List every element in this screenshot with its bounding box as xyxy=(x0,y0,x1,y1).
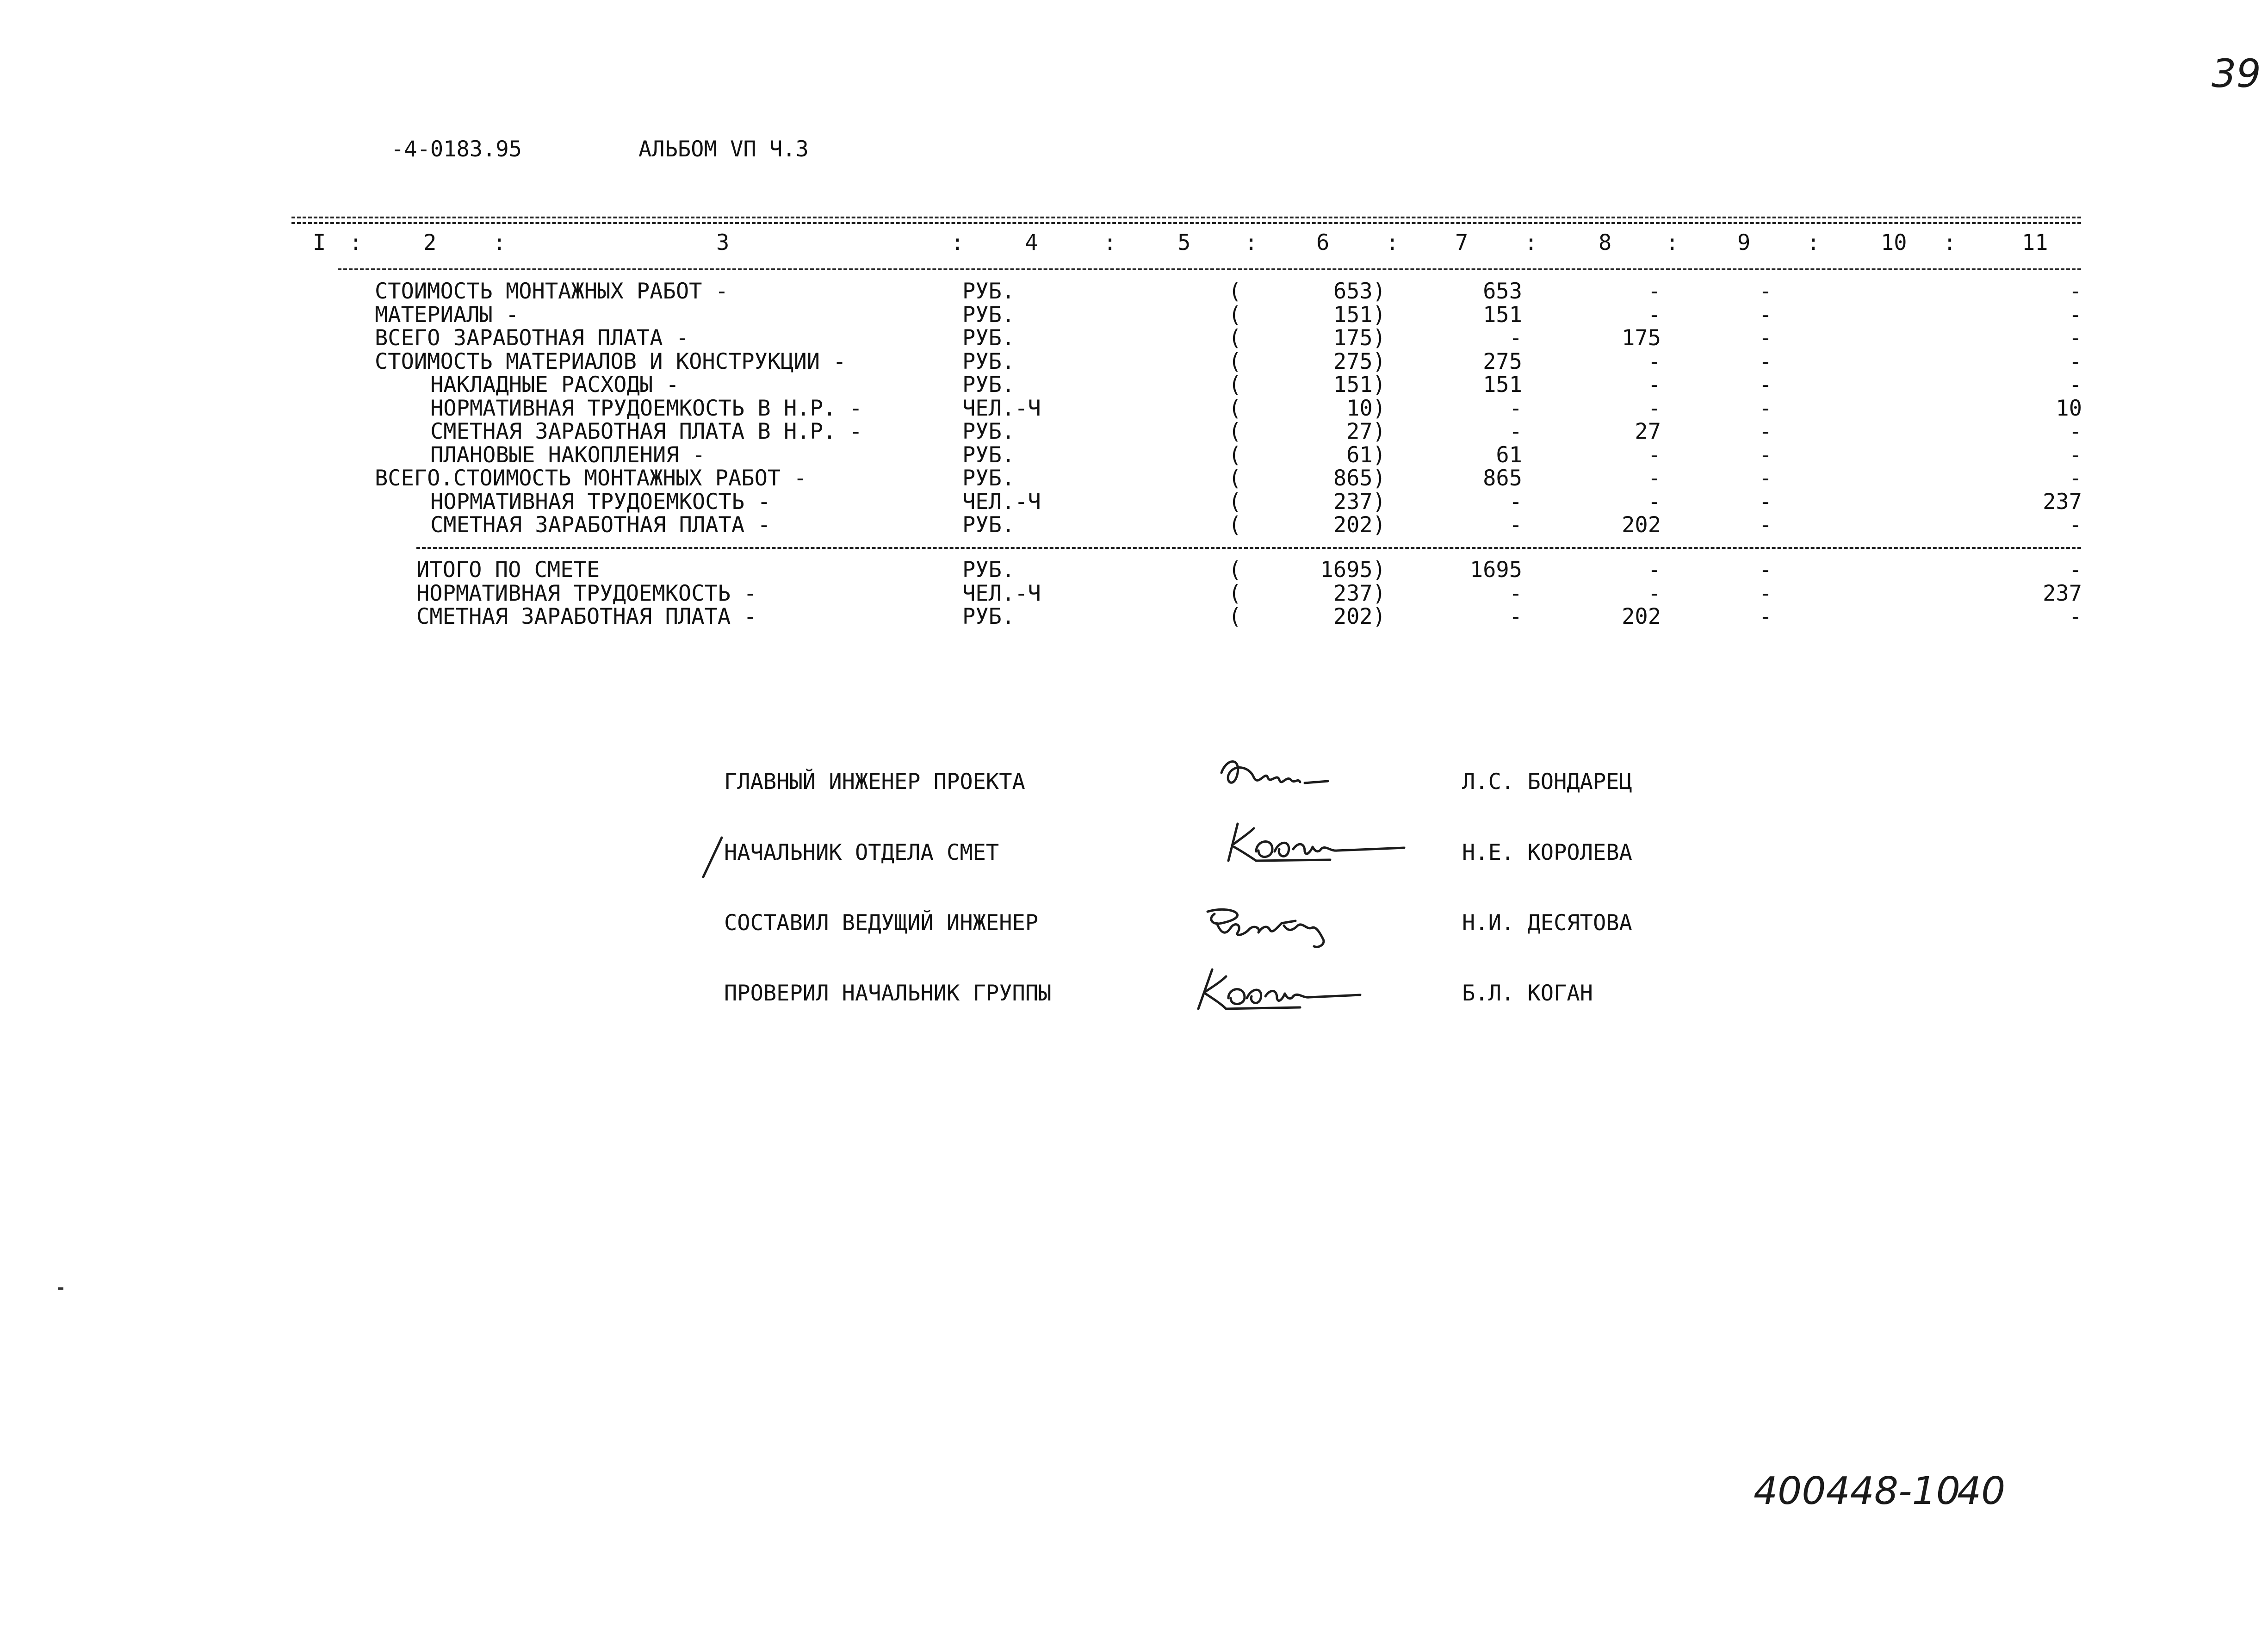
col9-value: - xyxy=(1759,302,1772,328)
column-number: 6 xyxy=(1316,230,1330,255)
col6-value: 151) xyxy=(1333,302,1386,328)
col8-value: - xyxy=(1648,348,1661,374)
row-unit: РУБ. xyxy=(962,279,1015,304)
column-number: 10 xyxy=(1881,230,1907,255)
col7-value: 151 xyxy=(1483,372,1522,398)
col6-value: 175) xyxy=(1333,325,1386,351)
row-paren: ( xyxy=(1228,466,1242,491)
col8-value: - xyxy=(1648,466,1661,491)
row-paren: ( xyxy=(1228,395,1242,421)
col7-value: 61 xyxy=(1496,442,1522,468)
row-paren: ( xyxy=(1228,489,1242,515)
col9-value: - xyxy=(1759,466,1772,491)
col11-value: - xyxy=(2069,325,2082,351)
col11-value: - xyxy=(2069,466,2082,491)
row-paren: ( xyxy=(1228,580,1242,606)
col6-value: 151) xyxy=(1333,372,1386,398)
col11-value: - xyxy=(2069,442,2082,468)
row-paren: ( xyxy=(1228,302,1242,328)
row-unit: РУБ. xyxy=(962,419,1015,444)
col11-value: 237 xyxy=(2043,489,2082,515)
col7-value: 653 xyxy=(1483,279,1522,304)
row-paren: ( xyxy=(1228,325,1242,351)
row-unit: РУБ. xyxy=(962,325,1015,351)
col8-value: - xyxy=(1648,395,1661,421)
album-label: АЛЬБОМ VП Ч.3 xyxy=(638,137,809,162)
column-separator: : xyxy=(1524,230,1538,255)
col6-value: 275) xyxy=(1333,348,1386,374)
row-label: МАТЕРИАЛЫ - xyxy=(375,302,519,328)
row-paren: ( xyxy=(1228,512,1242,538)
row-label: СТОИМОСТЬ МАТЕРИАЛОВ И КОНСТРУКЦИИ - xyxy=(375,348,846,374)
col9-value: - xyxy=(1759,395,1772,421)
table-top-rule-2 xyxy=(291,222,2081,224)
row-paren: ( xyxy=(1228,279,1242,304)
row-paren: ( xyxy=(1228,419,1242,444)
col9-value: - xyxy=(1759,580,1772,606)
handwritten-signature xyxy=(1198,969,1393,1030)
col7-value: 1695 xyxy=(1469,557,1522,583)
col7-value: - xyxy=(1509,580,1522,606)
column-number: 4 xyxy=(1025,230,1038,255)
row-unit: РУБ. xyxy=(962,372,1015,398)
stray-mark xyxy=(58,1287,63,1290)
row-label: НАКЛАДНЫЕ РАСХОДЫ - xyxy=(430,372,679,398)
signature-role: НАЧАЛЬНИК ОТДЕЛА СМЕТ xyxy=(724,840,999,865)
col9-value: - xyxy=(1759,557,1772,583)
row-paren: ( xyxy=(1228,442,1242,468)
table-top-rule xyxy=(291,217,2081,218)
col11-value: - xyxy=(2069,279,2082,304)
row-label: НОРМАТИВНАЯ ТРУДОЕМКОСТЬ - xyxy=(430,489,771,515)
col8-value: - xyxy=(1648,489,1661,515)
col9-value: - xyxy=(1759,442,1772,468)
column-separator: : xyxy=(1245,230,1258,255)
col8-value: - xyxy=(1648,557,1661,583)
row-label: ПЛАНОВЫЕ НАКОПЛЕНИЯ - xyxy=(430,442,706,468)
column-separator: : xyxy=(493,230,506,255)
row-label: НОРМАТИВНАЯ ТРУДОЕМКОСТЬ В Н.Р. - xyxy=(430,395,862,421)
row-unit: РУБ. xyxy=(962,442,1015,468)
row-label: НОРМАТИВНАЯ ТРУДОЕМКОСТЬ - xyxy=(416,580,757,606)
document-code: -4-0183.95 xyxy=(391,137,522,162)
col8-value: 202 xyxy=(1622,604,1661,629)
col6-value: 865) xyxy=(1333,466,1386,491)
col11-value: - xyxy=(2069,302,2082,328)
col11-value: - xyxy=(2069,557,2082,583)
signature-stroke xyxy=(1221,762,1328,783)
col9-value: - xyxy=(1759,512,1772,538)
handwritten-signature xyxy=(1221,759,1360,810)
footer-page: 40 xyxy=(1957,1469,2006,1513)
header-rule xyxy=(338,268,2081,270)
signature-role: ПРОВЕРИЛ НАЧАЛЬНИК ГРУППЫ xyxy=(724,981,1052,1006)
handwritten-signature xyxy=(1203,907,1397,967)
col7-value: - xyxy=(1509,325,1522,351)
col11-value: 237 xyxy=(2043,580,2082,606)
column-number: 9 xyxy=(1737,230,1751,255)
col7-value: - xyxy=(1509,489,1522,515)
col11-value: 10 xyxy=(2056,395,2082,421)
column-number: 8 xyxy=(1599,230,1612,255)
column-separator: : xyxy=(1103,230,1117,255)
col7-value: - xyxy=(1509,395,1522,421)
col8-value: - xyxy=(1648,442,1661,468)
col9-value: - xyxy=(1759,604,1772,629)
col7-value: 865 xyxy=(1483,466,1522,491)
column-separator: : xyxy=(1666,230,1679,255)
row-unit: ЧЕЛ.-Ч xyxy=(962,395,1041,421)
slash-stroke xyxy=(703,838,722,877)
column-separator: : xyxy=(951,230,964,255)
row-unit: РУБ. xyxy=(962,466,1015,491)
column-number: 2 xyxy=(423,230,437,255)
row-label: ВСЕГО.СТОИМОСТЬ МОНТАЖНЫХ РАБОТ - xyxy=(375,466,807,491)
handwritten-signature xyxy=(1228,824,1423,879)
col11-value: - xyxy=(2069,419,2082,444)
column-separator: : xyxy=(1943,230,1957,255)
column-number: I xyxy=(313,230,326,255)
signer-name: Б.Л. КОГАН xyxy=(1462,981,1593,1006)
col11-value: - xyxy=(2069,512,2082,538)
col6-value: 653) xyxy=(1333,279,1386,304)
col7-value: 275 xyxy=(1483,348,1522,374)
row-unit: РУБ. xyxy=(962,348,1015,374)
col9-value: - xyxy=(1759,419,1772,444)
column-number: 11 xyxy=(2022,230,2048,255)
col7-value: - xyxy=(1509,419,1522,444)
col8-value: - xyxy=(1648,279,1661,304)
row-paren: ( xyxy=(1228,604,1242,629)
col9-value: - xyxy=(1759,348,1772,374)
signature-stroke xyxy=(1208,909,1324,947)
col9-value: - xyxy=(1759,372,1772,398)
column-number: 5 xyxy=(1177,230,1191,255)
signature-stroke xyxy=(1228,824,1404,861)
row-label: СМЕТНАЯ ЗАРАБОТНАЯ ПЛАТА - xyxy=(416,604,757,629)
column-separator: : xyxy=(1807,230,1820,255)
col6-value: 61) xyxy=(1346,442,1386,468)
col7-value: - xyxy=(1509,512,1522,538)
handwritten-slash xyxy=(701,838,729,879)
col8-value: 202 xyxy=(1622,512,1661,538)
signer-name: Н.И. ДЕСЯТОВА xyxy=(1462,910,1632,936)
row-unit: РУБ. xyxy=(962,557,1015,583)
col9-value: - xyxy=(1759,325,1772,351)
row-paren: ( xyxy=(1228,372,1242,398)
row-unit: РУБ. xyxy=(962,512,1015,538)
col8-value: 175 xyxy=(1622,325,1661,351)
row-paren: ( xyxy=(1228,348,1242,374)
col11-value: - xyxy=(2069,604,2082,629)
row-unit: ЧЕЛ.-Ч xyxy=(962,489,1041,515)
col9-value: - xyxy=(1759,279,1772,304)
row-paren: ( xyxy=(1228,557,1242,583)
column-separator: : xyxy=(349,230,363,255)
col6-value: 202) xyxy=(1333,512,1386,538)
col11-value: - xyxy=(2069,372,2082,398)
col6-value: 10) xyxy=(1346,395,1386,421)
column-number: 3 xyxy=(716,230,730,255)
footer-code: 400448-10 xyxy=(1754,1469,1960,1513)
col8-value: - xyxy=(1648,580,1661,606)
col6-value: 1695) xyxy=(1320,557,1386,583)
col7-value: 151 xyxy=(1483,302,1522,328)
col6-value: 237) xyxy=(1333,489,1386,515)
signer-name: Н.Е. КОРОЛЕВА xyxy=(1462,840,1632,865)
col8-value: - xyxy=(1648,302,1661,328)
col11-value: - xyxy=(2069,348,2082,374)
row-unit: РУБ. xyxy=(962,604,1015,629)
col6-value: 27) xyxy=(1346,419,1386,444)
col8-value: 27 xyxy=(1635,419,1661,444)
column-number: 7 xyxy=(1455,230,1469,255)
row-label: СТОИМОСТЬ МОНТАЖНЫХ РАБОТ - xyxy=(375,279,729,304)
col6-value: 237) xyxy=(1333,580,1386,606)
col7-value: - xyxy=(1509,604,1522,629)
col6-value: 202) xyxy=(1333,604,1386,629)
signature-role: ГЛАВНЫЙ ИНЖЕНЕР ПРОЕКТА xyxy=(724,769,1025,795)
subtotal-rule xyxy=(416,547,2081,549)
row-unit: РУБ. xyxy=(962,302,1015,328)
row-unit: ЧЕЛ.-Ч xyxy=(962,580,1041,606)
row-label: ИТОГО ПО СМЕТЕ xyxy=(416,557,600,583)
row-label: СМЕТНАЯ ЗАРАБОТНАЯ ПЛАТА - xyxy=(430,512,771,538)
row-label: ВСЕГО ЗАРАБОТНАЯ ПЛАТА - xyxy=(375,325,689,351)
col9-value: - xyxy=(1759,489,1772,515)
col8-value: - xyxy=(1648,372,1661,398)
signer-name: Л.С. БОНДАРЕЦ xyxy=(1462,769,1632,795)
row-label: СМЕТНАЯ ЗАРАБОТНАЯ ПЛАТА В Н.Р. - xyxy=(430,419,862,444)
column-separator: : xyxy=(1386,230,1399,255)
page-number: 39 xyxy=(2212,51,2261,96)
signature-role: СОСТАВИЛ ВЕДУЩИЙ ИНЖЕНЕР xyxy=(724,910,1039,936)
signature-stroke xyxy=(1198,969,1360,1009)
